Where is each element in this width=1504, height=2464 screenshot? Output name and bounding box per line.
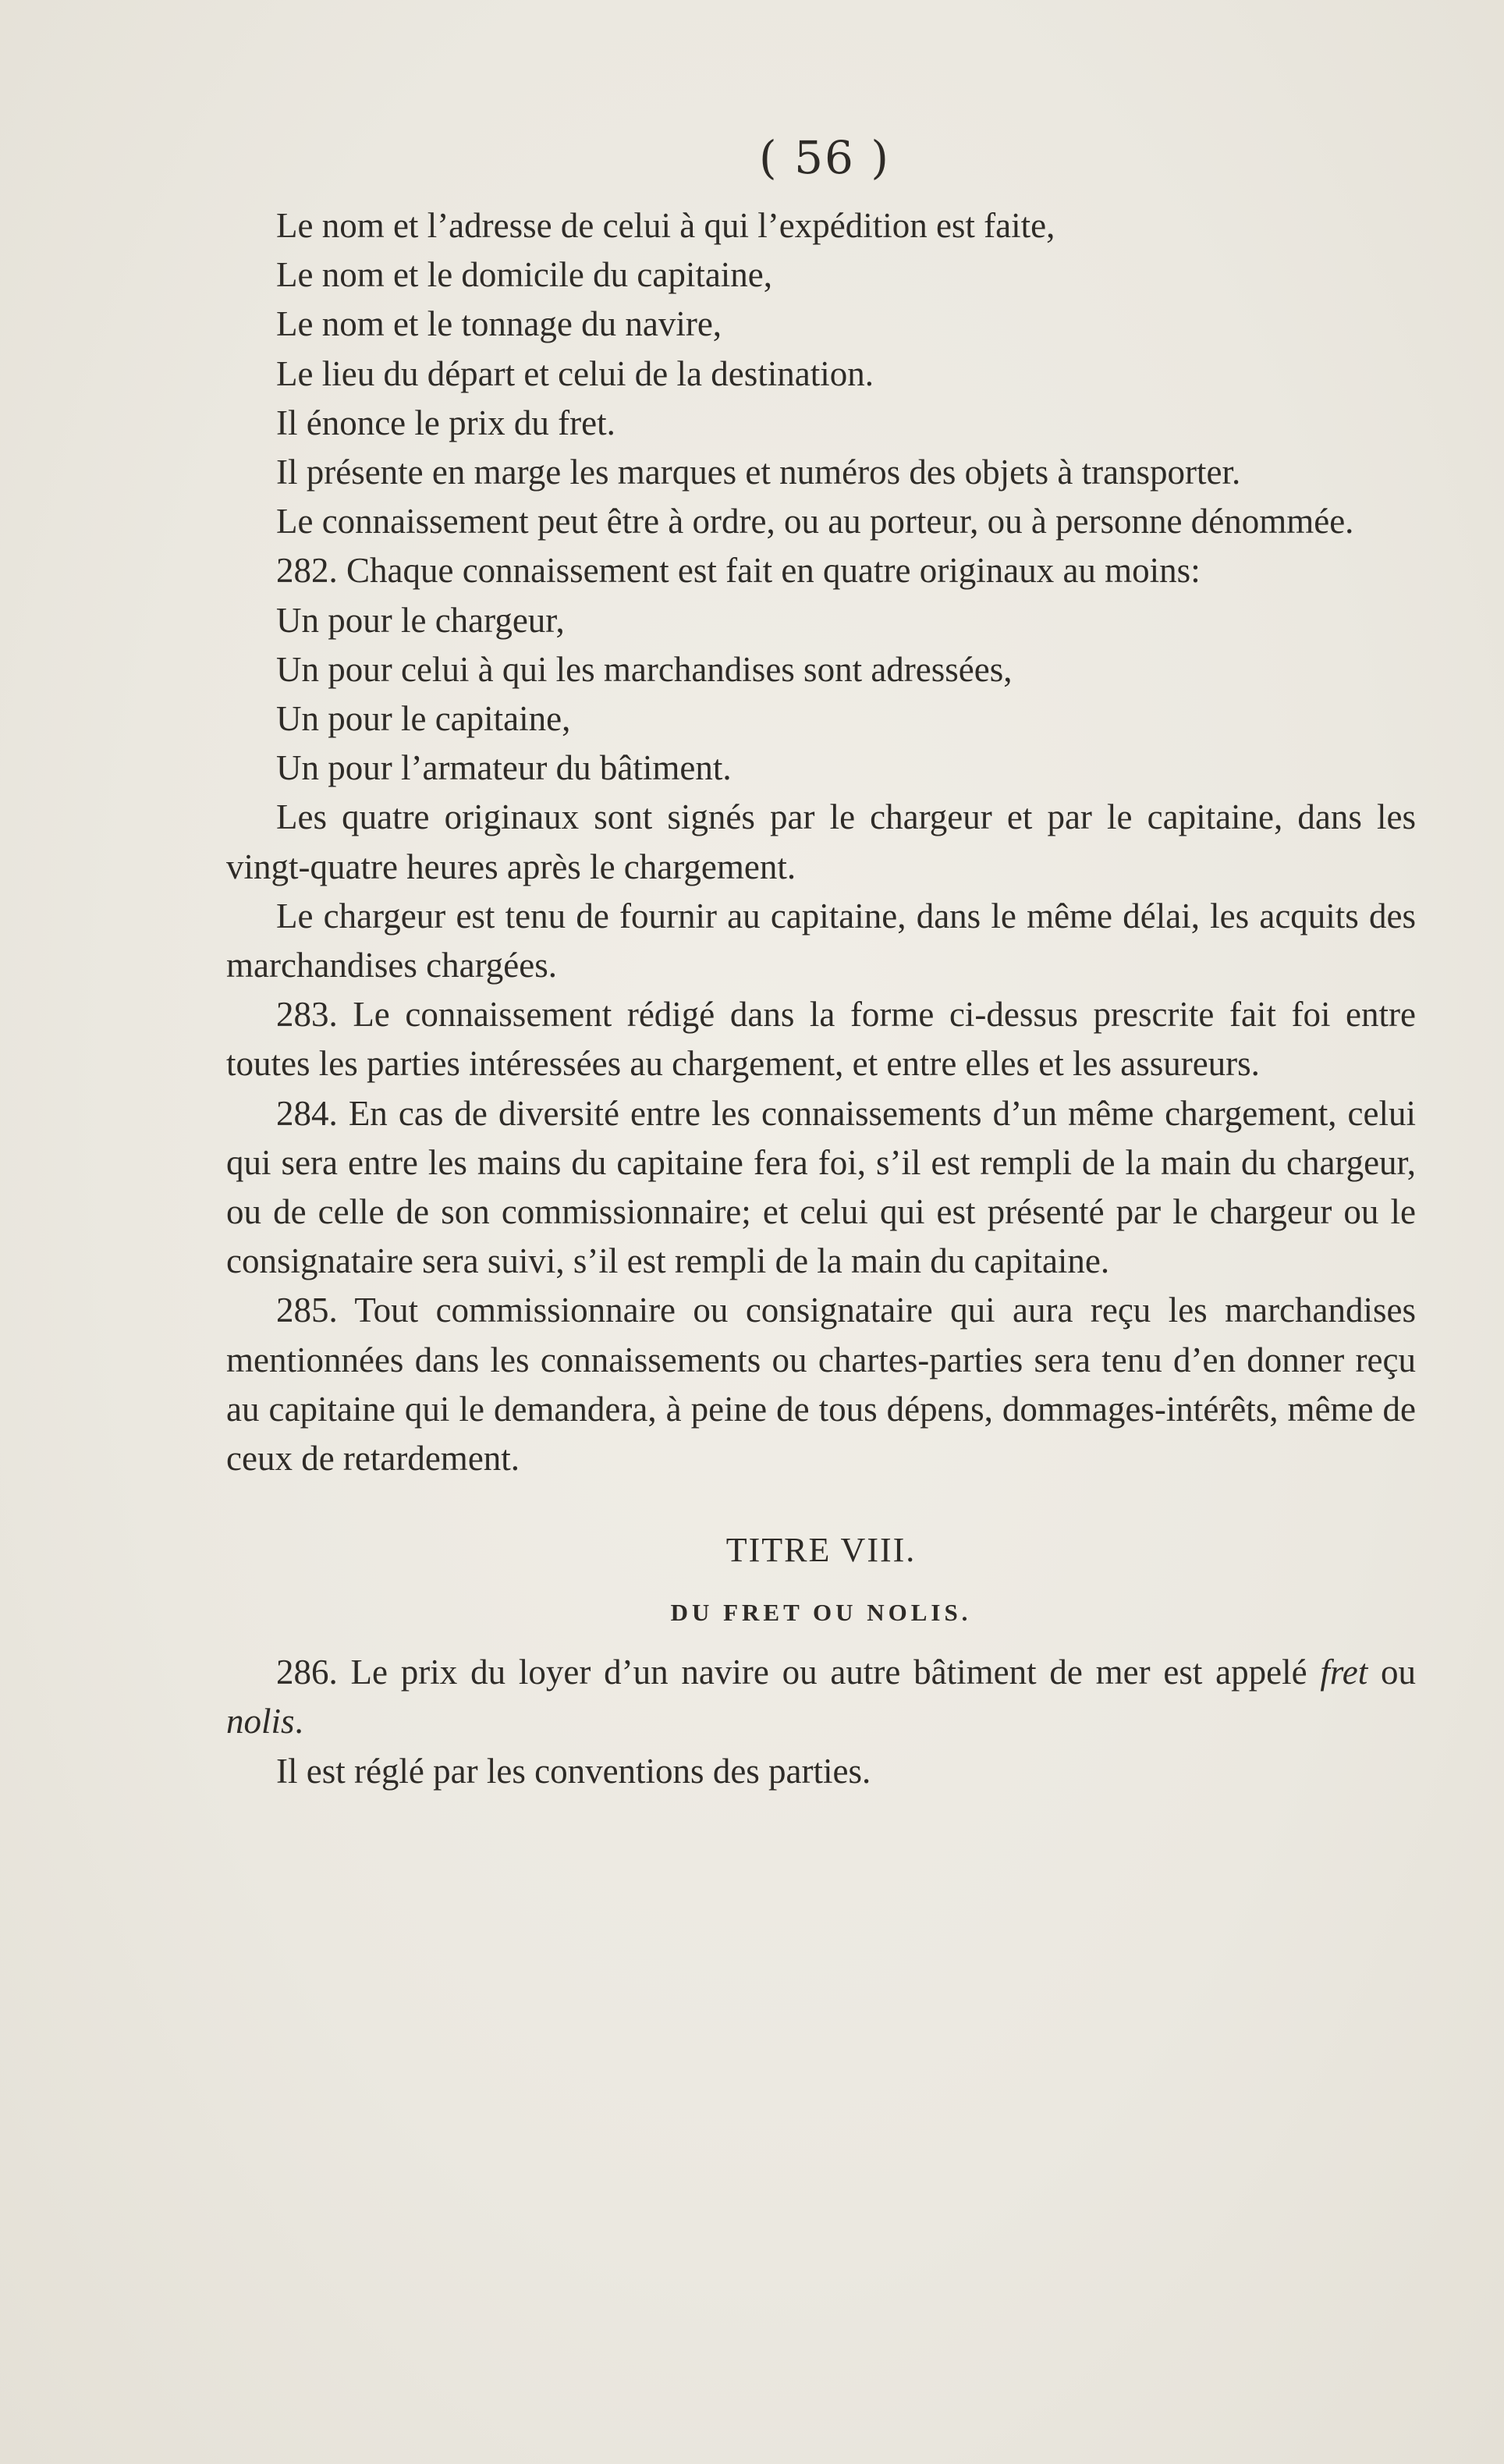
paragraph: Il énonce le prix du fret. [276, 403, 615, 442]
article-286-end: . [294, 1702, 303, 1741]
paragraph: Les quatre originaux sont signés par le chargeur et par le capitaine, dans les vingt-quatre heures après le chargement. [226, 797, 1416, 886]
paragraph: Le nom et le tonnage du navire, [276, 304, 722, 344]
article-285: 285. Tout commissionnaire ou consignataire qui aura reçu les marchandises mentionnées dans les connaissements ou chartes-parties sera tenu d’en donner reçu au capitaine qui le demandera, à peine de tous dépens, dommages-intérêts, même de ceux de retardement. [226, 1291, 1416, 1479]
article-286-conjunction: ou [1367, 1653, 1416, 1692]
article-282: 282. Chaque connaissement est fait en quatre originaux au moins: [276, 551, 1201, 591]
term-nolis: nolis [226, 1702, 295, 1741]
paragraph: Un pour celui à qui les marchandises sont adressées, [276, 649, 1013, 689]
paragraph: Un pour le chargeur, [276, 600, 565, 640]
article-286-text: 286. Le prix du loyer d’un navire ou autre bâtiment de mer est appelé [276, 1653, 1321, 1692]
article-284: 284. En cas de diversité entre les connaissements d’un même chargement, celui qui sera entre les mains du capitaine fera foi, s’il est rempli de la main du chargeur, ou de celle de son commissionnaire; et celui qui est présenté par le chargeur ou le consignataire sera suivi, s’il est rempli de la main du capitaine. [226, 1093, 1416, 1281]
term-fret: fret [1320, 1653, 1368, 1692]
paragraph: Le lieu du départ et celui de la destination. [276, 353, 874, 393]
article-283: 283. Le connaissement rédigé dans la forme ci-dessus prescrite fait foi entre toutes les parties intéressées au chargement, et entre elles et les assureurs. [226, 995, 1416, 1084]
paragraph: Le connaissement peut être à ordre, ou au porteur, ou à personne dénommée. [276, 502, 1354, 541]
paragraph: Le nom et l’adresse de celui à qui l’expédition est faite, [276, 206, 1055, 245]
page-number: ( 56 ) [759, 131, 890, 184]
paragraph: Un pour le capitaine, [276, 699, 571, 739]
paragraph: Le chargeur est tenu de fournir au capitaine, dans le même délai, les acquits des marchandises chargées. [226, 896, 1416, 985]
article-286 [226, 1648, 1416, 1746]
paragraph: Le nom et le domicile du capitaine, [276, 255, 773, 295]
paragraph: Un pour l’armateur du bâtiment. [276, 748, 732, 788]
paragraph: Il présente en marge les marques et numéros des objets à transporter. [276, 453, 1241, 492]
section-subtitle: DU FRET OU NOLIS. [670, 1599, 972, 1627]
body-text [226, 201, 1416, 1796]
paragraph: Il est réglé par les conventions des parties. [276, 1751, 871, 1791]
section-title: TITRE VIII. [725, 1531, 917, 1570]
